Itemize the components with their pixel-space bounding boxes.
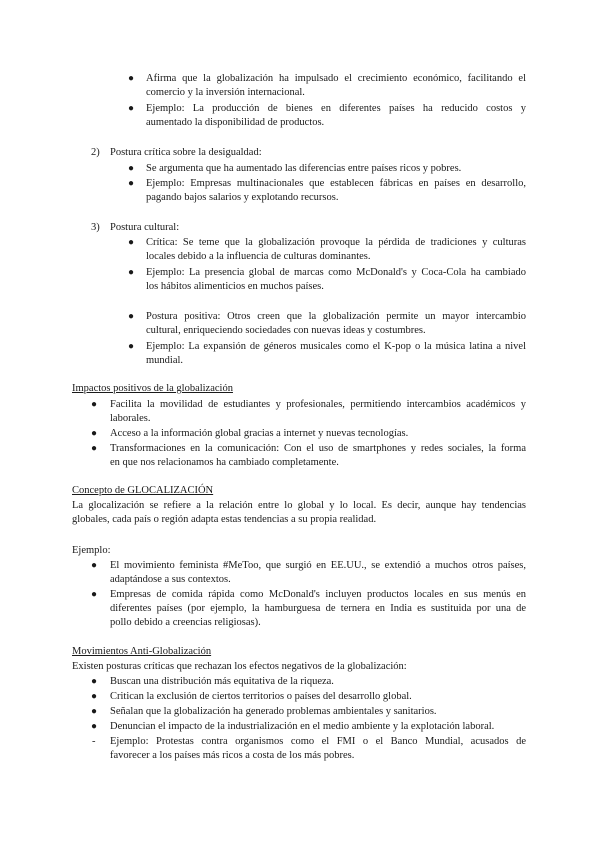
bullet-icon: ● [91, 399, 98, 410]
list-item-text: pagando bajos salarios y explotando recursos. [146, 192, 339, 203]
section-heading: Movimientos Anti-Globalización [72, 646, 212, 657]
example-label: Ejemplo: [72, 545, 111, 556]
paragraph-line: La glocalización se refiere a la relación entre lo global y lo local. Es decir, aunque hay tendencias [72, 500, 526, 511]
list-item-text: pollo debido a creencias religiosas). [110, 617, 261, 628]
list-item-text: Ejemplo: Protestas contra organismos como el FMI o el Banco Mundial, acusados de [110, 736, 526, 747]
section-title: Postura crítica sobre la desigualdad: [110, 147, 262, 158]
list-item-text: adaptándose a sus contextos. [110, 574, 231, 585]
dash-marker: - [92, 736, 96, 747]
list-item-text: Señalan que la globalización ha generado problemas ambientales y sanitarios. [110, 706, 437, 717]
bullet-icon: ● [91, 706, 98, 717]
paragraph-line: globales, cada país o región adapta estas tendencias a su propia realidad. [72, 514, 377, 525]
list-item-text: Postura positiva: Otros creen que la globalización permite un mayor intercambio [146, 311, 526, 322]
list-item-text: Empresas de comida rápida como McDonald's incluyen productos locales en sus menús en [110, 589, 526, 600]
list-item-text: Se argumenta que ha aumentado las diferencias entre países ricos y pobres. [146, 163, 462, 174]
list-item-text: comercio y la inversión internacional. [146, 87, 305, 98]
list-item-text: Crítica: Se teme que la globalización provoque la pérdida de tradiciones y culturas [146, 237, 526, 248]
list-item-text: locales debido a la influencia de culturas dominantes. [146, 251, 371, 262]
section-title: Postura cultural: [110, 222, 180, 233]
list-item-text: Critican la exclusión de ciertos territorios o países del desarrollo global. [110, 691, 412, 702]
list-item-text: Denuncian el impacto de la industrialización en el medio ambiente y la explotación laboral. [110, 721, 495, 732]
list-item-text: los hábitos alimenticios en muchos países. [146, 281, 324, 292]
bullet-icon: ● [128, 311, 135, 322]
bullet-icon: ● [91, 589, 98, 600]
bullet-icon: ● [91, 691, 98, 702]
bullet-icon: ● [91, 721, 98, 732]
bullet-icon: ● [128, 73, 135, 84]
list-item-text: favorecer a los países más ricos a costa de los más pobres. [110, 750, 355, 761]
bullet-icon: ● [91, 560, 98, 571]
bullet-icon: ● [128, 163, 135, 174]
list-number: 2) [91, 147, 100, 158]
bullet-icon: ● [128, 341, 135, 352]
list-item-text: aumentado la disponibilidad de productos. [146, 117, 325, 128]
list-item-text: en que nos relacionamos ha cambiado completamente. [110, 457, 339, 468]
bullet-icon: ● [128, 178, 135, 189]
list-item-text: Buscan una distribución más equitativa de la riqueza. [110, 676, 334, 687]
list-item-text: Ejemplo: Empresas multinacionales que establecen fábricas en países en desarrollo, [146, 178, 526, 189]
section-heading: Impactos positivos de la globalización [72, 383, 233, 394]
list-item-text: El movimiento feminista #MeToo, que surgió en EE.UU., se extendió a muchos otros países, [110, 560, 526, 571]
paragraph-line: Existen posturas críticas que rechazan los efectos negativos de la globalización: [72, 661, 407, 672]
list-item-text: Ejemplo: La producción de bienes en diferentes países ha reducido costos y [146, 103, 526, 114]
list-item-text: cultural, enriqueciendo sociedades con nuevas ideas y costumbres. [146, 325, 426, 336]
list-item-text: diferentes países (por ejemplo, la hamburguesa de ternera en India es sustituida por una de [110, 603, 526, 614]
list-number: 3) [91, 222, 100, 233]
bullet-icon: ● [128, 237, 135, 248]
list-item-text: mundial. [146, 355, 184, 366]
section-heading: Concepto de GLOCALIZACIÓN [72, 485, 214, 496]
list-item-text: laborales. [110, 413, 151, 424]
list-item-text: Facilita la movilidad de estudiantes y profesionales, permitiendo intercambios académicos y [110, 399, 526, 410]
bullet-icon: ● [128, 267, 135, 278]
list-item-text: Afirma que la globalización ha impulsado el crecimiento económico, facilitando el [146, 73, 526, 84]
list-item-text: Ejemplo: La expansión de géneros musicales como el K-pop o la música latina a nivel [146, 341, 526, 352]
bullet-icon: ● [91, 428, 98, 439]
list-item-text: Transformaciones en la comunicación: Con el uso de smartphones y redes sociales, la forma [110, 443, 526, 454]
bullet-icon: ● [91, 443, 98, 454]
list-item-text: Acceso a la información global gracias a internet y nuevas tecnologías. [110, 428, 409, 439]
bullet-icon: ● [128, 103, 135, 114]
list-item-text: Ejemplo: La presencia global de marcas como McDonald's y Coca-Cola ha cambiado [146, 267, 526, 278]
bullet-icon: ● [91, 676, 98, 687]
